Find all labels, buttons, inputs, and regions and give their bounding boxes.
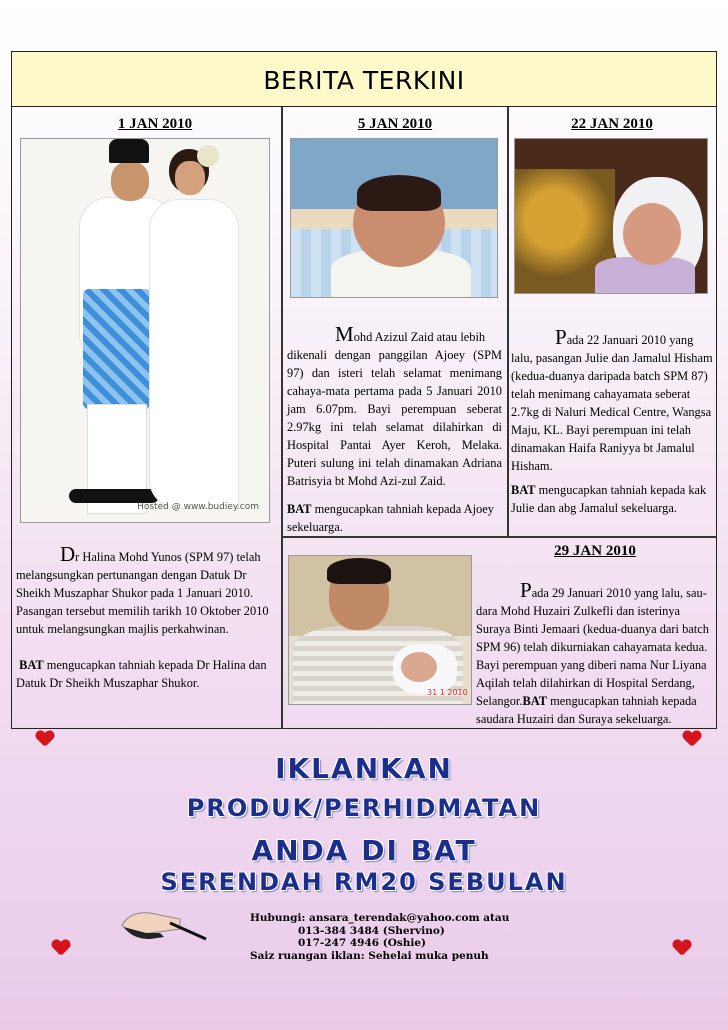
article-engagement xyxy=(16,542,274,692)
date-heading: 29 JAN 2010 xyxy=(554,543,636,559)
bat-label: BAT xyxy=(19,658,44,672)
column-divider xyxy=(281,107,283,729)
article-lead: ada 29 Januari 2010 yang lalu, sau- xyxy=(531,586,707,600)
photo-date-stamp: 31 1 2010 xyxy=(427,688,468,697)
article-congrats: mengucapkan tahniah kepada Dr Halina dan Datuk Dr Sheikh Muszaphar Shukor. xyxy=(16,658,267,690)
bat-label: BAT xyxy=(522,694,548,708)
article-lead: ohd Azizul Zaid atau lebih xyxy=(353,330,486,344)
article-julie xyxy=(511,325,713,517)
heart-icon xyxy=(52,940,68,956)
page-title: BERITA TERKINI xyxy=(263,65,465,95)
writing-hand-icon xyxy=(120,905,210,945)
date-heading: 5 JAN 2010 xyxy=(357,116,433,132)
father-baby-photo xyxy=(288,555,472,705)
contact-line: Hubungi: ansara_terendak@yahoo.com atau xyxy=(250,912,510,924)
drop-cap: P xyxy=(555,325,567,349)
photo-credit: Hosted @ www.budiey.com xyxy=(137,502,259,512)
article-body: dara Mohd Huzairi Zulkefli dan isterinya Suraya Binti Jemaari (kedua-duanya dari batch SPM 96) telah dikurniakan cahayamata kedua. Bayi perempuan yang diberi nama Nur Liyana Aqilah telah dilahirkan di Hospital Serdang, Selangor. xyxy=(476,604,709,708)
article-congrats: mengucapkan tahniah kepada saudara Huzairi dan Suraya sekeluarga. xyxy=(476,694,697,726)
ad-headline-2: PRODUK/PERHIDMATAN xyxy=(186,794,542,822)
article-congrats: mengucapkan tahniah kepada Ajoey sekeluarga. xyxy=(287,502,494,534)
header-banner xyxy=(11,51,717,107)
contact-line: 013-384 3484 (Shervino) xyxy=(298,924,445,937)
baby-photo xyxy=(514,138,708,294)
article-congrats: mengucapkan tahniah kepada kak Julie dan abg Jamalul sekeluarga. xyxy=(511,483,707,515)
heart-icon xyxy=(673,940,689,956)
ad-headline-1: IKLANKAN xyxy=(275,752,453,785)
date-heading: 1 JAN 2010 xyxy=(117,116,193,132)
drop-cap: D xyxy=(60,542,76,566)
article-ajoey xyxy=(287,322,502,536)
ad-contact xyxy=(250,912,510,962)
column-divider xyxy=(507,107,509,537)
article-huzairi xyxy=(476,578,712,728)
row-divider xyxy=(281,536,717,538)
contact-line: Saiz ruangan iklan: Sehelai muka penuh xyxy=(250,949,489,962)
heart-icon xyxy=(36,731,52,747)
drop-cap: M xyxy=(335,322,354,346)
contact-line: 017-247 4946 (Oshie) xyxy=(298,937,427,949)
wedding-photo xyxy=(20,138,270,523)
drop-cap: P xyxy=(520,578,532,602)
article-body: lalu, pasangan Julie dan Jamalul Hisham (kedua-duanya daripada batch SPM 87) telah menimang cahayamata seberat 2.7kg di Naluri Medical Centre, Wangsa Maju, KL. Bayi perempuan ini telah dinamakan Haifa Raniyya bt Jamalul Hisham. xyxy=(511,351,713,473)
bat-label: BAT xyxy=(287,502,312,516)
article-body: dikenali dengan panggilan Ajoey (SPM 97) dan isteri telah selamat menimang cahaya-mata pertama pada 5 Januari 2010 jam 6.07pm. Bayi perempuan seberat 2.97kg ini telah selamat dilahirkan di Hospital Pantai Ayer Keroh, Melaka. Puteri sulung ini telah dinamakan Adriana Batrisyia bt Mohd Azi-zul Zaid. xyxy=(287,348,502,488)
date-heading: 22 JAN 2010 xyxy=(571,116,653,132)
heart-icon xyxy=(683,731,699,747)
baby-photo xyxy=(290,138,498,298)
ad-headline-3: ANDA DI BAT xyxy=(251,834,477,867)
article-body: r Halina Mohd Yunos (SPM 97) telah melangsungkan pertunangan dengan Datuk Dr Sheikh Muszaphar Shukor pada 1 Januari 2010. Pasangan tersebut memilih tarikh 10 Oktober 2010 untuk melangsungkan majlis perkahwinan. xyxy=(16,550,269,636)
article-lead: ada 22 Januari 2010 yang xyxy=(566,333,694,347)
bat-label: BAT xyxy=(511,483,536,497)
ad-headline-4: SERENDAH RM20 SEBULAN xyxy=(160,868,568,896)
